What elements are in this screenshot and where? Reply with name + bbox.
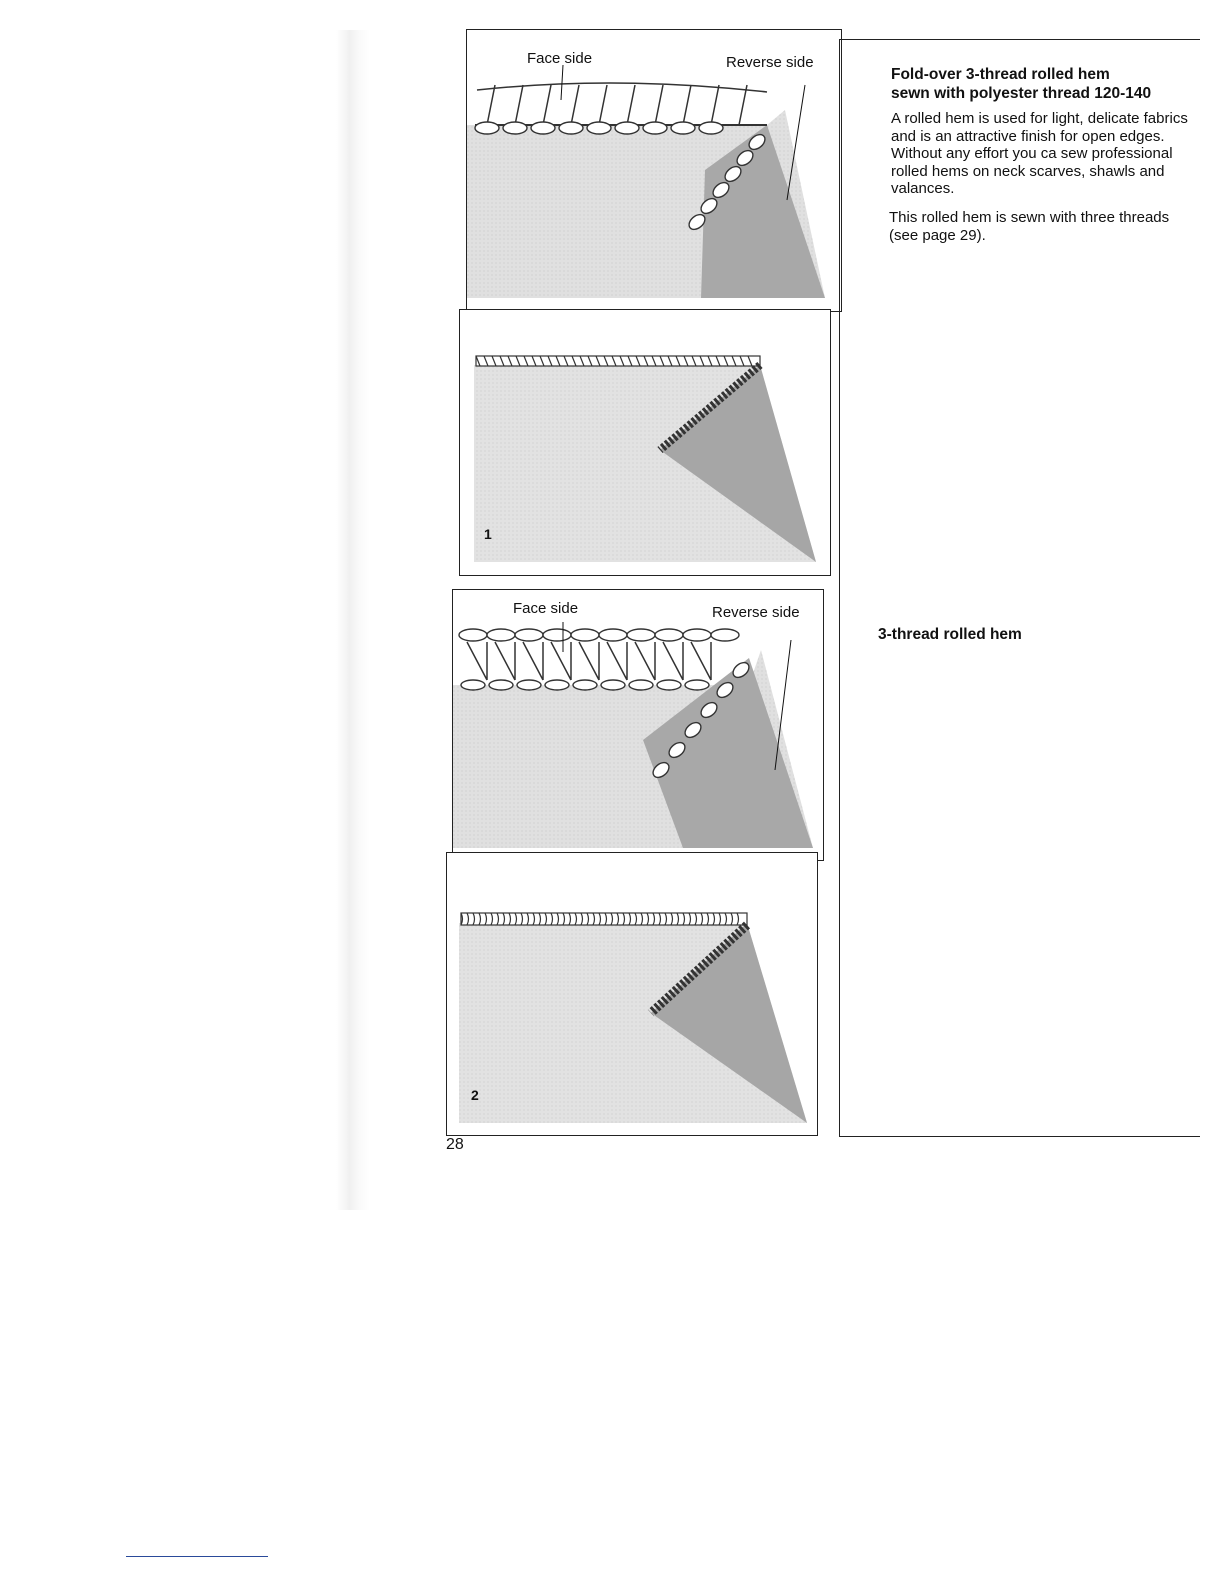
figure-2-finished-hem — [446, 852, 818, 1136]
finished-rolled-hem-illustration — [447, 853, 817, 1135]
face-side-label: Face side — [527, 50, 593, 67]
section-1-heading-line-1: Fold-over 3-thread rolled hem — [891, 66, 1110, 83]
figure-1-finished-hem — [459, 309, 831, 576]
face-side-label: Face side — [513, 600, 579, 617]
section-1-paragraph-2: This rolled hem is sewn with three threads (see page 29). — [889, 209, 1170, 244]
figure-number-1: 1 — [484, 526, 492, 542]
rolled-hem-stitch-illustration — [453, 590, 823, 860]
figure-bottom-stitch-detail — [452, 589, 824, 861]
fold-over-stitch-illustration — [467, 30, 841, 311]
section-2-heading: 3-thread rolled hem — [878, 626, 1022, 643]
scan-edge-line — [126, 1556, 268, 1557]
text-column — [839, 39, 1200, 1137]
figure-top-stitch-detail — [466, 29, 842, 312]
section-1-heading-line-2: sewn with polyester thread 120-140 — [891, 85, 1152, 102]
reverse-side-label: Reverse side — [712, 604, 800, 621]
section-1-paragraph-1: A rolled hem is used for light, delicate fabrics and is an attractive finish for open edges. Without any effort you ca sew professional rolled hems on neck scarves, shawls and valances. — [891, 110, 1188, 197]
reverse-side-label: Reverse side — [726, 54, 814, 71]
page-number: 28 — [446, 1136, 464, 1153]
page-binding-shadow — [336, 30, 370, 1210]
finished-fold-over-hem-illustration — [460, 310, 830, 575]
figure-number-2: 2 — [471, 1087, 479, 1103]
